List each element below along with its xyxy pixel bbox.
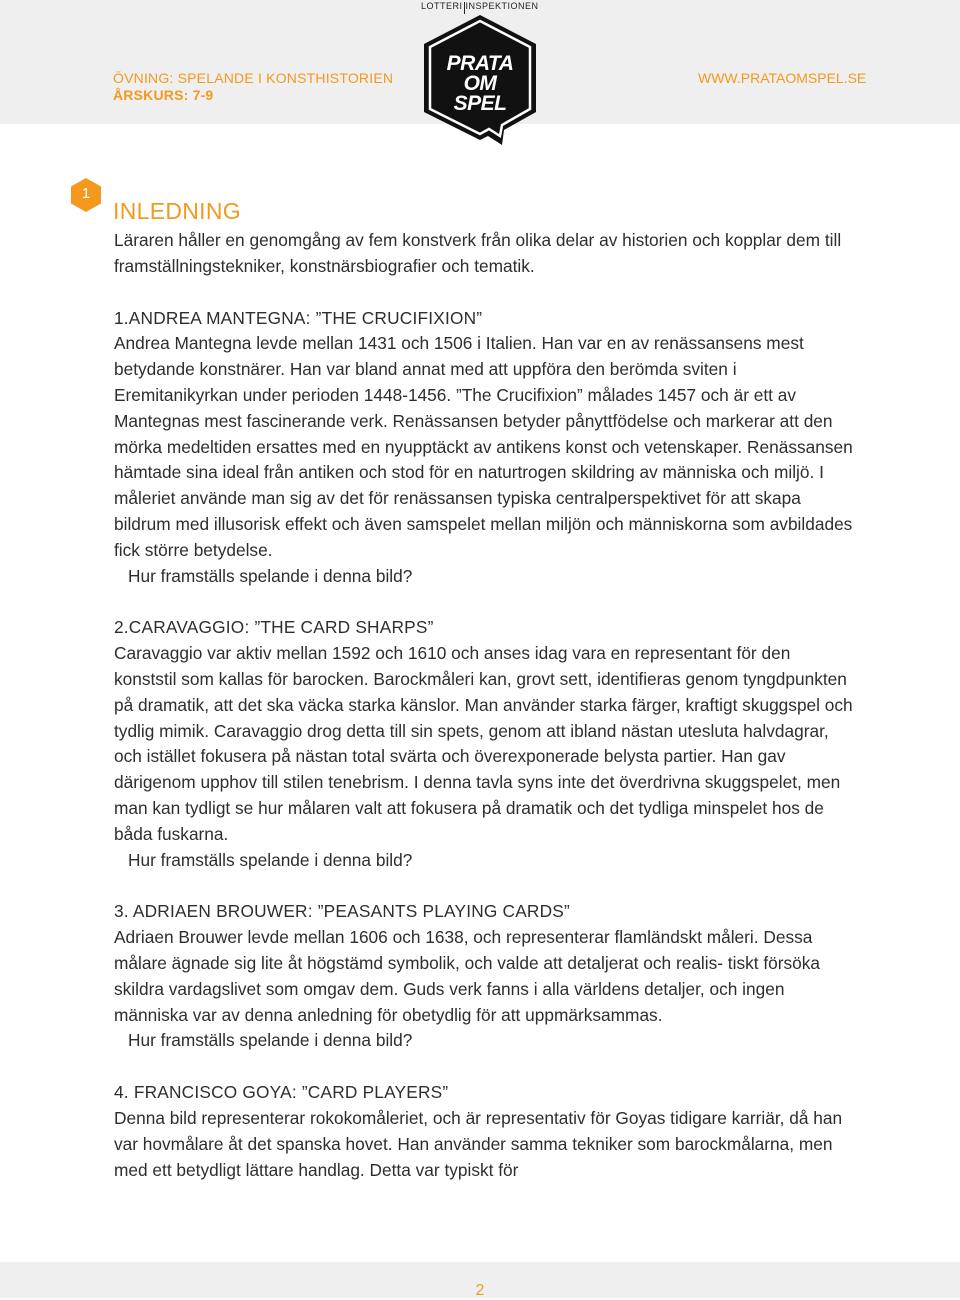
artwork-4-text: Denna bild representerar rokokomåleriet, och är representativ för Goyas tidigare karriär, då han var hovmålare åt det spanska hovet. Han använder samma tekniker som barockmålarna, men med ett betydligt lättare handlag. Detta var typiskt för: [114, 1107, 843, 1180]
artwork-1-text: Andrea Mantegna levde mellan 1431 och 1506 i Italien. Han var en av renässansens mest betydande konstnärer. Han var bland annat med att uppföra den berömda sviten i Eremitanikyrkan under perioden 1448-1456. ”The Crucifixion” målades 1457 och är ett av Mantegnas mest fascinerande verk. Renässansen betyder pånyttfödelse och markerar att den mörka medeltiden ersattes med en nyupptäckt av antikens konst och vetenskaper. Renässansen hämtade sina ideal från antiken och stod för en naturtrogen skildring av människa och miljö. I måleriet använde man sig av det för renässansen typiska centralperspektivet för att skapa bildrum med illusorisk effekt och även samspelet mellan miljön och människorna som avbildades fick större betydelse.: [114, 333, 853, 560]
artwork-2-question: Hur framställs spelande i denna bild?: [128, 849, 413, 870]
intro-text: Läraren håller en genomgång av fem konstverk från olika delar av historien och kopplar dem till framställningstekniker, konstnärsbiografier och tematik.: [114, 230, 842, 276]
artwork-3-question: Hur framställs spelande i denna bild?: [128, 1030, 413, 1051]
grade-level: ÅRSKURS: 7-9: [113, 87, 214, 103]
exercise-title: ÖVNING: SPELANDE I KONSTHISTORIEN: [113, 70, 394, 86]
artwork-4-title: 4. FRANCISCO GOYA: ”CARD PLAYERS”: [114, 1082, 449, 1103]
section-number: 1: [81, 185, 91, 202]
website-link[interactable]: WWW.PRATAOMSPEL.SE: [698, 70, 867, 86]
main-content: [114, 228, 854, 1183]
logo-line-3: SPEL: [453, 92, 507, 115]
artwork-2-title: 2.CARAVAGGIO: ”THE CARD SHARPS”: [114, 617, 434, 638]
page-number: 2: [475, 1282, 485, 1299]
artwork-3-text: Adriaen Brouwer levde mellan 1606 och 1638, och representerar flamländskt måleri. Dessa målare ägnade sig lite åt högstämd symbolik, och valde att detaljerat och realis- tiskt försöka skildra vardagslivet som omgav dem. Guds verk fanns i alla världens detaljer, och ingen människa var av denna anledning för obetydlig för att uppmärksammas.: [114, 927, 820, 1025]
section-title: INLEDNING: [113, 198, 241, 224]
artwork-3-title: 3. ADRIAEN BROUWER: ”PEASANTS PLAYING CARDS”: [114, 901, 570, 922]
artwork-1-title: 1.ANDREA MANTEGNA: ”THE CRUCIFIXION”: [114, 307, 483, 328]
brand-part-2: INSPEKTIONEN: [465, 1, 539, 11]
artwork-1-question: Hur framställs spelande i denna bild?: [128, 565, 413, 586]
artwork-2-text: Caravaggio var aktiv mellan 1592 och 1610 och anses idag vara en representant för den konststil som kallas för barocken. Barockmåleri kan, grovt sett, identifieras genom tyngdpunkten på dramatik, att det ska väcka starka känslor. Man använder starka färger, kraftigt skuggspel och tydlig mimik. Caravaggio drog detta till sin spets, genom att ibland nästan utesluta halvdagrar, och istället fokusera på nästan total svärta och överexponerade belysta partier. Han gav därigenom upphov till stilen tenebrism. I denna tavla syns inte det överdrivna skuggspelet, men man kan tydligt se hur målaren valt att fokusera på dramatik och det tydliga minspelet hos de båda fuskarna.: [114, 643, 853, 844]
brand-part-1: LOTTERI: [421, 1, 463, 11]
logo-text: [428, 54, 532, 114]
header-exercise-info: [113, 70, 393, 104]
logo-line-2: OM: [463, 72, 497, 95]
logo-line-1: PRATA: [446, 52, 514, 75]
